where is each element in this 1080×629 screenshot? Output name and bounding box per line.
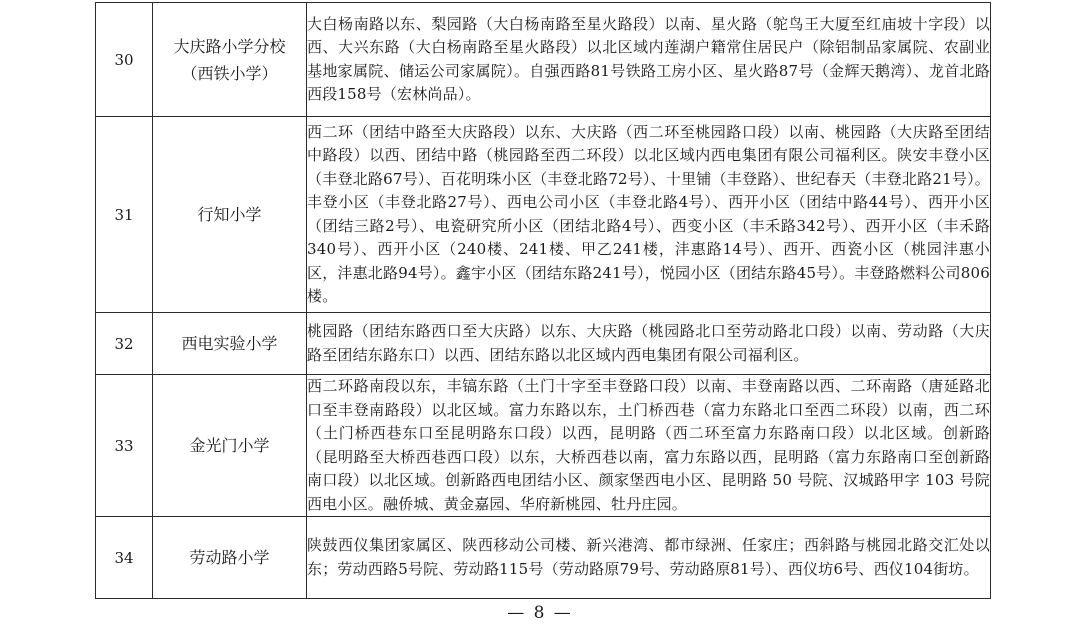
table-row	[96, 517, 991, 599]
school-name-cell	[153, 3, 307, 117]
row-number: 30	[96, 3, 153, 117]
row-number: 32	[96, 313, 153, 375]
row-number: 31	[96, 117, 153, 313]
school-name-cell	[153, 313, 307, 375]
table-row	[96, 3, 991, 117]
row-number: 34	[96, 517, 153, 599]
school-name: 行知小学	[197, 205, 262, 224]
school-name-cell	[153, 517, 307, 599]
school-zone-table	[95, 2, 991, 599]
table-row	[96, 117, 991, 313]
row-number: 33	[96, 375, 153, 517]
table-row	[96, 375, 991, 517]
enrollment-area: 西二环（团结中路至大庆路段）以东、大庆路（西二环至桃园路口段）以南、桃园路（大庆路至团结中路段）以西、团结中路（桃园路至西二环段）以北区域内西电集团有限公司福利区。陕安丰登小区（丰登北路67号）、百花明珠小区（丰登北路72号）、十里铺（丰登路）、世纪春天（丰登北路21号）。丰登小区（丰登北路27号）、西电公司小区（丰登北路4号）、西开小区（团结中路44号）、西开小区（团结三路2号）、电瓷研究所小区（团结北路4号）、西变小区（丰禾路342号）、西开小区（丰禾路340号）、西开小区（240楼、241楼、甲乙241楼，沣惠路14号）、西开、西瓷小区（桃园沣惠小区，沣惠北路94号）。鑫宇小区（团结东路241号），悦园小区（团结东路45号）。丰登路燃料公司806楼。	[307, 117, 991, 313]
enrollment-area: 桃园路（团结东路西口至大庆路）以东、大庆路（桃园路北口至劳动路北口段）以南、劳动路（大庆路至团结东路东口）以西、团结东路以北区域内西电集团有限公司福利区。	[307, 313, 991, 375]
school-name: 劳动路小学	[189, 548, 270, 567]
table-row	[96, 313, 991, 375]
school-name: 大庆路小学分校	[173, 36, 286, 56]
school-name: 西电实验小学	[181, 334, 278, 353]
school-name-cell	[153, 117, 307, 313]
school-name-cell	[153, 375, 307, 517]
school-alias: （西铁小学）	[181, 63, 278, 83]
enrollment-area: 陕鼓西仪集团家属区、陕西移动公司楼、新兴港湾、都市绿洲、任家庄；西斜路与桃园北路交汇处以东；劳动西路5号院、劳动路115号（劳动路原79号、劳动路原81号）、西仪坊6号、西仪104街坊。	[307, 517, 991, 599]
enrollment-area: 西二环路南段以东，丰镐东路（土门十字至丰登路口段）以南、丰登南路以西、二环南路（唐延路北口至丰登南路段）以北区域。富力东路以东，土门桥西巷（富力东路北口至西二环段）以南，西二环（土门桥西巷东口至昆明路东口段）以西，昆明路（西二环至富力东路南口段）以北区域。创新路（昆明路至大桥西巷西口段）以东，大桥西巷以南，富力东路以西，昆明路（富力东路南口至创新路南口段）以北区域。创新路西电团结小区、颜家堡西电小区、昆明路 50 号院、汉城路甲字 103 号院西电小区。融侨城、黄金嘉园、华府新桃园、牡丹庄园。	[307, 375, 991, 517]
page-number: — 8 —	[507, 603, 573, 623]
school-name: 金光门小学	[189, 436, 270, 455]
enrollment-area: 大白杨南路以东、梨园路（大白杨南路至星火路段）以南、星火路（鸵鸟王大厦至红庙坡十字段）以西、大兴东路（大白杨南路至星火路段）以北区域内莲湖户籍常住居民户（除铝制品家属院、农副业基地家属院、储运公司家属院）。自强西路81号铁路工房小区、星火路87号（金辉天鹅湾）、龙首北路西段158号（宏林尚品）。	[307, 3, 991, 117]
